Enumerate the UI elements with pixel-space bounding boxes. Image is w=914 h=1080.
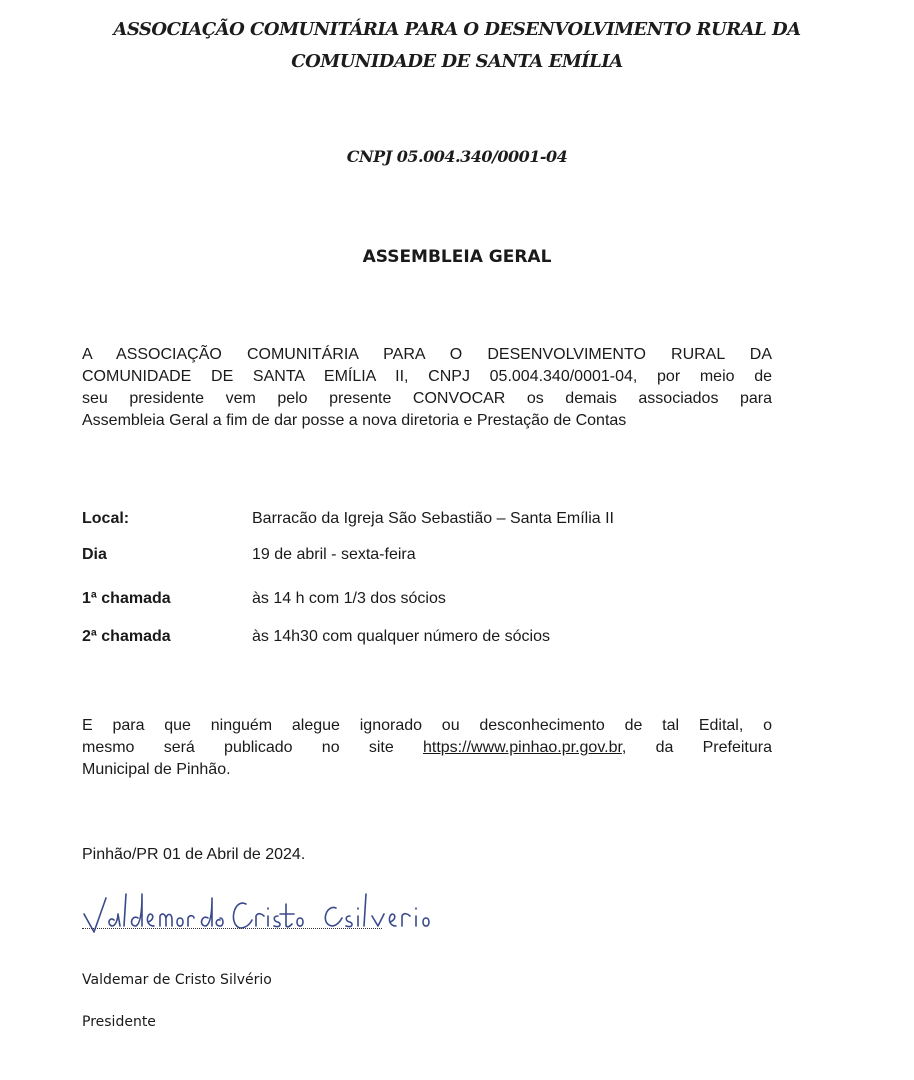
intro-line: A ASSOCIAÇÃO COMUNITÁRIA PARA O DESENVOLVIMENTO RURAL DA <box>82 346 772 363</box>
closing-line: Municipal de Pinhão. <box>82 761 231 778</box>
detail-label: 1ª chamada <box>82 590 171 607</box>
detail-row-dia <box>82 544 782 566</box>
detail-label: Dia <box>82 546 107 563</box>
header-line-1: ASSOCIAÇÃO COMUNITÁRIA PARA O DESENVOLVIMENTO RURAL DA <box>113 19 801 40</box>
header-line-2: COMUNIDADE DE SANTA EMÍLIA <box>291 51 623 72</box>
handwritten-signature <box>80 884 540 954</box>
header-cnpj: CNPJ 05.004.340/0001-04 <box>346 147 568 166</box>
signature-line <box>82 928 382 929</box>
detail-row-1a-chamada <box>82 588 782 610</box>
closing-text: mesmo será publicado no site <box>82 739 394 756</box>
detail-value: 19 de abril - sexta-feira <box>252 546 416 563</box>
closing-line: E para que ninguém alegue ignorado ou desconhecimento de tal Edital, o <box>82 717 772 734</box>
detail-row-2a-chamada <box>82 626 782 648</box>
detail-value: Barracão da Igreja São Sebastião – Santa Emília II <box>252 510 614 527</box>
document-title: ASSEMBLEIA GERAL <box>362 247 552 267</box>
detail-label: 2ª chamada <box>82 628 171 645</box>
closing-paragraph <box>82 715 772 781</box>
signatory-role: Presidente <box>82 1014 156 1030</box>
signatory-name: Valdemar de Cristo Silvério <box>82 972 272 988</box>
date-line: Pinhão/PR 01 de Abril de 2024. <box>82 846 306 863</box>
intro-line: Assembleia Geral a fim de dar posse a nova diretoria e Prestação de Contas <box>82 412 627 429</box>
closing-line <box>82 737 772 759</box>
detail-row-local <box>82 508 782 530</box>
intro-paragraph <box>82 344 772 432</box>
detail-value: às 14 h com 1/3 dos sócios <box>252 590 446 607</box>
website-link[interactable]: https://www.pinhao.pr.gov.br <box>422 739 622 756</box>
intro-line: COMUNIDADE DE SANTA EMÍLIA II, CNPJ 05.004.340/0001-04, por meio de <box>82 368 772 385</box>
detail-label: Local: <box>82 510 130 527</box>
detail-value: às 14h30 com qualquer número de sócios <box>252 628 550 645</box>
intro-line: seu presidente vem pelo presente CONVOCAR os demais associados para <box>82 390 772 407</box>
closing-text: , da Prefeitura <box>621 739 773 756</box>
